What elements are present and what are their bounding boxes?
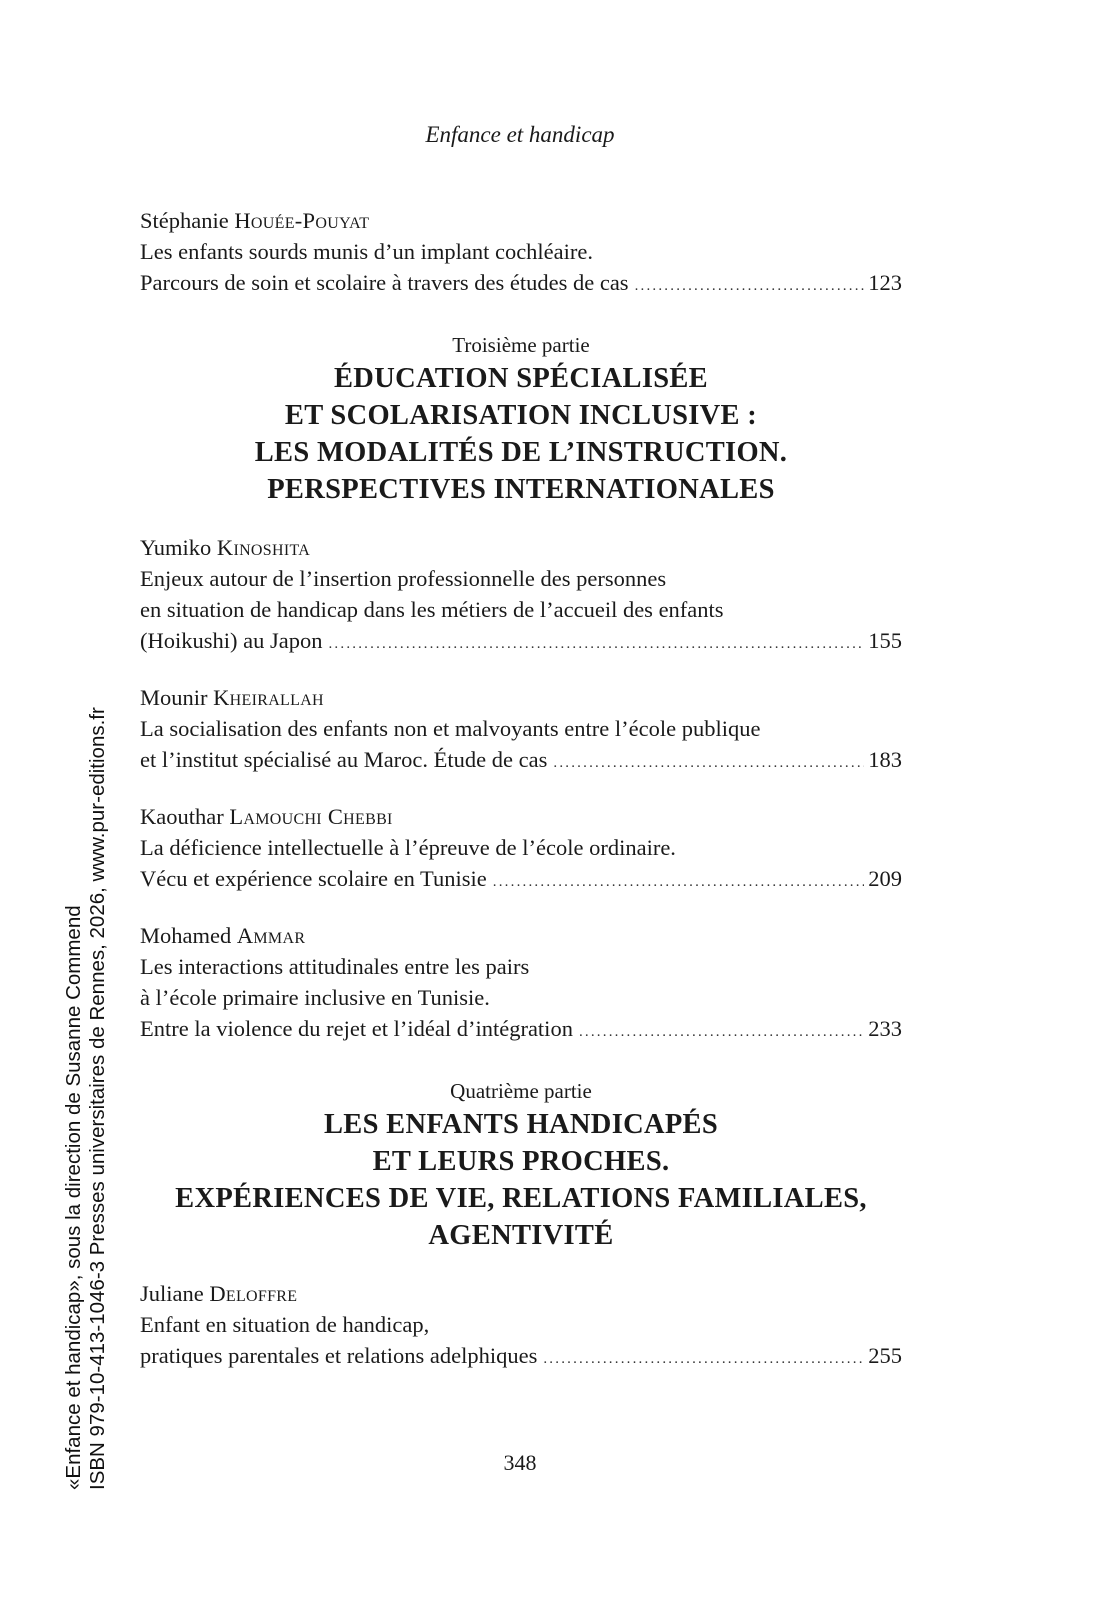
entry-title-text: Entre la violence du rejet et l’idéal d’intégration [140, 1016, 573, 1041]
entry-author [140, 801, 902, 832]
author-first-name: Mounir [140, 685, 208, 710]
entry-title-last-line [140, 863, 902, 898]
table-of-contents [140, 205, 902, 1397]
entry-title-line: La socialisation des enfants non et malvoyants entre l’école publique [140, 716, 761, 741]
part-label: Quatrième partie [450, 1079, 592, 1103]
part-label: Troisième partie [452, 333, 590, 357]
entry-title-line: La déficience intellectuelle à l’épreuve de l’école ordinaire. [140, 835, 676, 860]
entry-author [140, 682, 902, 713]
side-note-line: ISBN 979-10-413-1046-3 Presses universitaires de Rennes, 2026, www.pur-editions.fr [86, 707, 109, 1490]
author-first-name: Yumiko [140, 535, 212, 560]
dot-leader [553, 748, 864, 779]
dot-leader [328, 629, 864, 660]
dot-leader [579, 1017, 864, 1048]
part-title-line: AGENTIVITÉ [428, 1220, 614, 1251]
part-heading [140, 1076, 902, 1254]
entry-author [140, 532, 902, 563]
author-first-name: Mohamed [140, 923, 232, 948]
entry-title-text: Vécu et expérience scolaire en Tunisie [140, 866, 487, 891]
entry-title-text: et l’institut spécialisé au Maroc. Étude de cas [140, 747, 548, 772]
part-title-line: ET SCOLARISATION INCLUSIVE : [284, 400, 758, 431]
toc-entry [140, 205, 902, 302]
toc-entry [140, 1278, 902, 1375]
page-ref: 255 [868, 1343, 902, 1368]
author-first-name: Juliane [140, 1281, 204, 1306]
entry-title-line: Enfant en situation de handicap, [140, 1312, 430, 1337]
page-ref: 155 [868, 628, 902, 653]
author-last-name: Kheirallah [213, 685, 324, 710]
toc-entry [140, 801, 902, 898]
entry-title-line: en situation de handicap dans les métiers de l’accueil des enfants [140, 597, 724, 622]
author-last-name: Kinoshita [216, 535, 311, 560]
dot-leader [635, 271, 865, 302]
entry-title-last-line [140, 267, 902, 302]
part-title-line: ÉDUCATION SPÉCIALISÉE [334, 363, 708, 394]
entry-title-text: Parcours de soin et scolaire à travers des études de cas [140, 270, 629, 295]
side-note-line: «Enfance et handicap», sous la direction de Susanne Commend [62, 905, 85, 1490]
entry-title-text: pratiques parentales et relations adelphiques [140, 1343, 538, 1368]
entry-title-text: (Hoikushi) au Japon [140, 628, 323, 653]
page-number: 348 [503, 1450, 537, 1475]
part-title-line: ET LEURS PROCHES. [372, 1146, 670, 1177]
part-title-line: PERSPECTIVES INTERNATIONALES [267, 474, 775, 505]
toc-entry [140, 920, 902, 1048]
entry-title-last-line [140, 744, 902, 779]
page-ref: 233 [868, 1016, 902, 1041]
part-title-line: LES ENFANTS HANDICAPÉS [323, 1109, 719, 1140]
part-heading [140, 330, 902, 508]
entry-title-line: Les enfants sourds munis d’un implant cochléaire. [140, 239, 594, 264]
part-title-line: EXPÉRIENCES DE VIE, RELATIONS FAMILIALES, [175, 1183, 867, 1214]
page-ref: 183 [868, 747, 902, 772]
author-first-name: Stéphanie [140, 208, 229, 233]
dot-leader [493, 867, 864, 898]
entry-title-last-line [140, 625, 902, 660]
author-last-name: Lamouchi Chebbi [229, 804, 393, 829]
copyright-side-note [62, 690, 112, 1490]
entry-author [140, 205, 902, 236]
entry-author [140, 920, 902, 951]
entry-title-last-line [140, 1340, 902, 1375]
entry-title-last-line [140, 1013, 902, 1048]
entry-title-line: Enjeux autour de l’insertion professionnelle des personnes [140, 566, 667, 591]
toc-entry [140, 682, 902, 779]
entry-title-line: à l’école primaire inclusive en Tunisie. [140, 985, 490, 1010]
page-ref: 123 [868, 270, 902, 295]
author-last-name: Ammar [236, 923, 306, 948]
part-title-line: LES MODALITÉS DE L’INSTRUCTION. [254, 437, 788, 468]
author-last-name: Deloffre [209, 1281, 298, 1306]
author-last-name: Houée-Pouyat [234, 208, 370, 233]
running-head: Enfance et handicap [425, 122, 615, 147]
author-first-name: Kaouthar [140, 804, 224, 829]
dot-leader [543, 1344, 864, 1375]
entry-title-line: Les interactions attitudinales entre les pairs [140, 954, 530, 979]
entry-author [140, 1278, 902, 1309]
page-ref: 209 [868, 866, 902, 891]
toc-entry [140, 532, 902, 660]
